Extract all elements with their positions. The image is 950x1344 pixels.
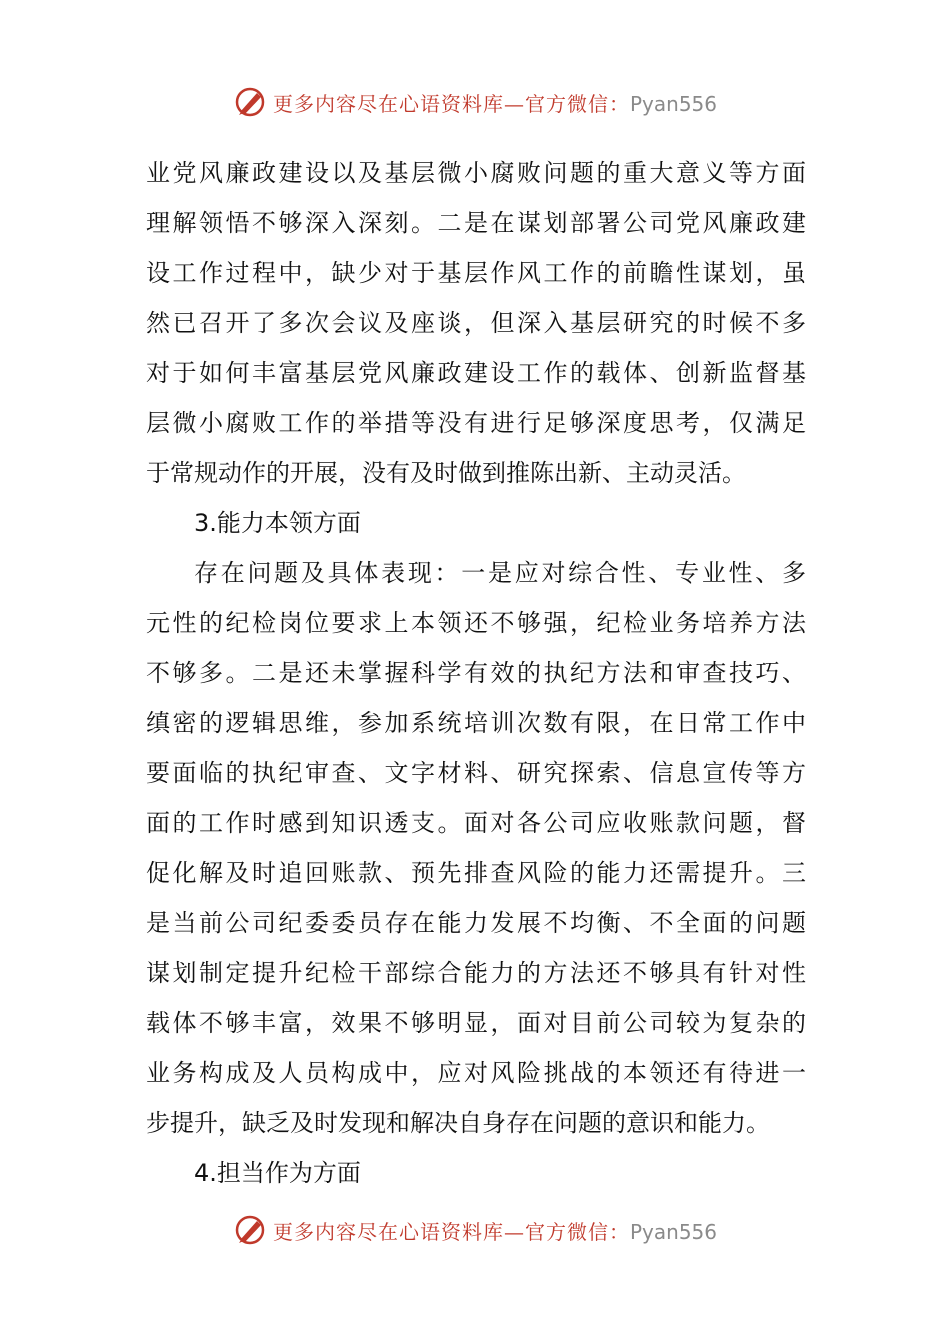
text-line: 是当前公司纪委委员存在能力发展不均衡、不全面的问题 [146, 909, 806, 937]
section-heading: 3.能力本领方面 [194, 509, 361, 537]
pen-logo-icon [233, 85, 267, 119]
text-line: 谋划制定提升纪检干部综合能力的方法还不够具有针对性 [146, 959, 806, 987]
text-line: 业党风廉政建设以及基层微小腐败问题的重大意义等方面 [146, 159, 806, 187]
text-line: 要面临的执纪审查、文字材料、研究探索、信息宣传等方 [146, 759, 806, 787]
text-line: 存在问题及具体表现：一是应对综合性、专业性、多 [194, 559, 806, 587]
text-line: 缜密的逻辑思维，参加系统培训次数有限，在日常工作中 [146, 709, 806, 737]
document-body [146, 148, 806, 1198]
text-line: 层微小腐败工作的举措等没有进行足够深度思考，仅满足 [146, 409, 806, 437]
watermark-banner-bottom [0, 1210, 950, 1250]
text-line: 不够多。二是还未掌握科学有效的执纪方法和审查技巧、 [146, 659, 806, 687]
text-line: 然已召开了多次会议及座谈，但深入基层研究的时候不多 [146, 309, 806, 337]
text-line: 于常规动作的开展，没有及时做到推陈出新、主动灵活。 [146, 459, 746, 487]
text-line: 面的工作时感到知识透支。面对各公司应收账款问题，督 [146, 809, 806, 837]
watermark-banner-top [0, 82, 950, 122]
text-line: 步提升，缺乏及时发现和解决自身存在问题的意识和能力。 [146, 1109, 770, 1137]
text-line: 元性的纪检岗位要求上本领还不够强，纪检业务培养方法 [146, 609, 806, 637]
text-line: 业务构成及人员构成中，应对风险挑战的本领还有待进一 [146, 1059, 806, 1087]
section-heading: 4.担当作为方面 [194, 1159, 361, 1187]
text-line: 设工作过程中，缺少对于基层作风工作的前瞻性谋划，虽 [146, 259, 806, 287]
text-line: 促化解及时追回账款、预先排查风险的能力还需提升。三 [146, 859, 806, 887]
text-line: 对于如何丰富基层党风廉政建设工作的载体、创新监督基 [146, 359, 806, 387]
text-line: 载体不够丰富，效果不够明显，面对目前公司较为复杂的 [146, 1009, 806, 1037]
watermark-text: 更多内容尽在心语资料库—官方微信：Pyan556 [272, 91, 717, 116]
text-line: 理解领悟不够深入深刻。二是在谋划部署公司党风廉政建 [146, 209, 806, 237]
watermark-text: 更多内容尽在心语资料库—官方微信：Pyan556 [272, 1219, 717, 1244]
pen-logo-icon [233, 1213, 267, 1247]
